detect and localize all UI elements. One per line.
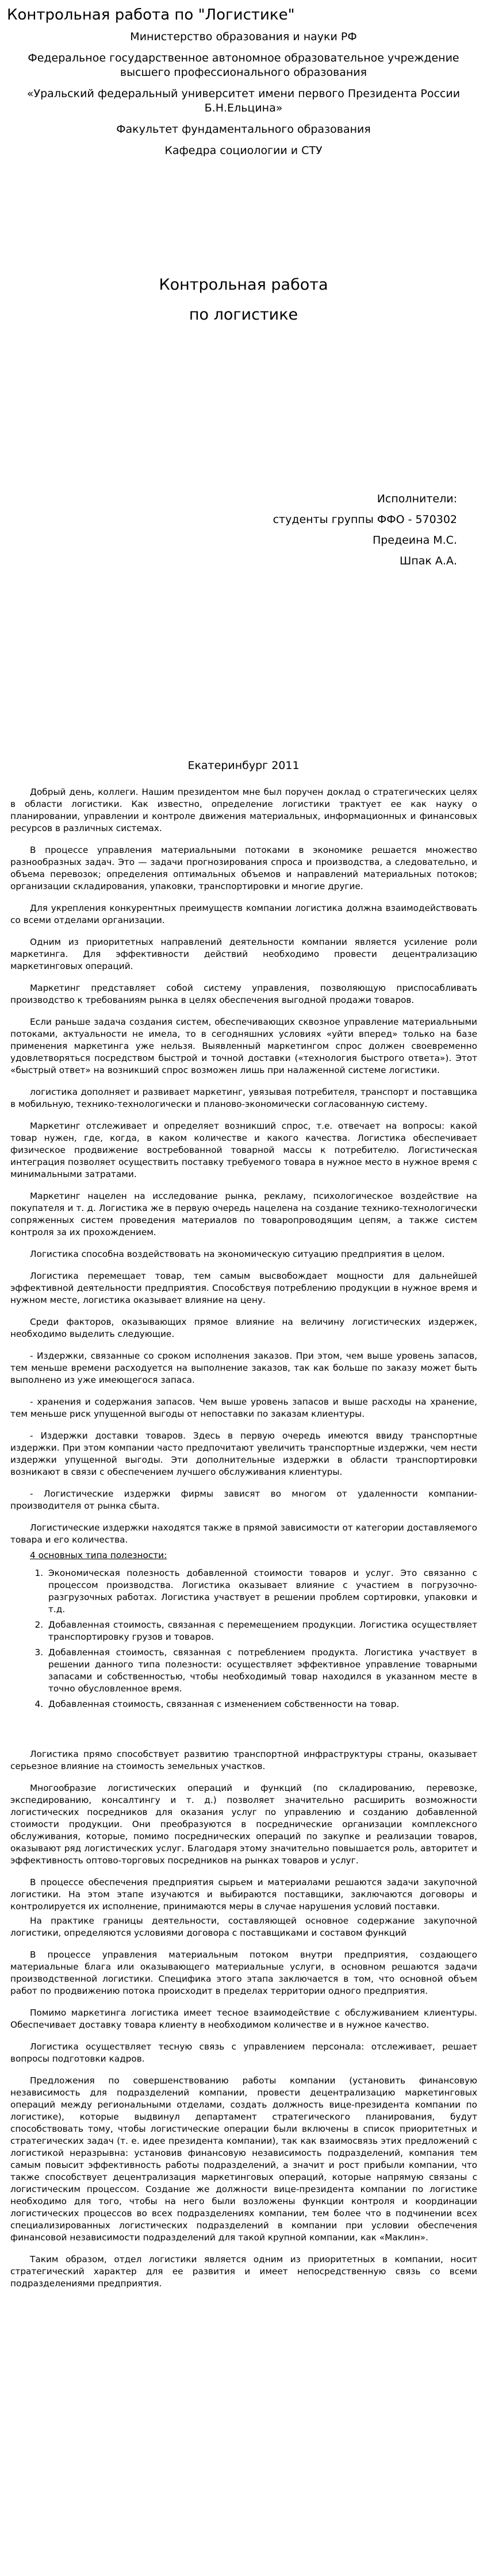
paragraph: В процессе обеспечения предприятия сырьем и материалами решаются задачи закупочной логистики. На этом этапе изучаются и выбираются поставщики, заключаются договоры и контролируется их исполнение, принимаются меры в случае нарушения условий поставки. — [10, 1877, 477, 1912]
performers-label: Исполнители: — [377, 493, 457, 505]
paragraph: В процессе управления материальными потоками в экономике решается множество разнообразных задач. Это — задачи прогнозирования спроса и производства, а следовательно, и объема перевозок; определения оптимальных объемов и направлений материальных потоков; организации складирования, упаковки, транспортировки и многие другие. — [10, 845, 477, 891]
university-line: «Уральский федеральный университет имени первого Президента России Б.Н.Ельцина» — [26, 87, 461, 114]
types-heading: 4 основных типа полезности: — [30, 1550, 167, 1560]
paragraph: - хранения и содержания запасов. Чем выше уровень запасов и выше расходы на хранение, тем меньше риск упущенной выгоды от непоставки по заказам клиентуры. — [10, 1397, 477, 1419]
list-item: 1. Экономическая полезность добавленной стоимости товаров и услуг. Это связанно с процессом производства. Логистика оказывает влияние с участием в погрузочно-разгрузочных работах. Логистика участвует в решении проблем сортировки, упаковки и т.д. — [46, 1567, 477, 1616]
paragraph: На практике границы деятельности, составляющей основное содержание закупочной логистики, определяются условиями договора с поставщиками и составом функций — [10, 1916, 477, 1938]
paragraph: Среди факторов, оказывающих прямое влияние на величину логистических издержек, необходимо выделить следующие. — [10, 1317, 477, 1339]
paragraph: Одним из приоритетных направлений деятельности компании является усиление роли маркетинга. Для эффективности действий необходимо провести децентрализацию маркетинговых операций. — [10, 937, 477, 971]
performer-1: Предеина М.С. — [372, 534, 457, 547]
paragraph: В процессе управления материальным потоком внутри предприятия, создающего материальные блага или оказывающего материальные услуги, в основном решаются задачи производственной логистики. Специфика этого этапа заключается в том, что основной объем работ по продвижению потока происходит в пределах территории одного предприятия. — [10, 1950, 477, 1996]
paragraph: - Издержки доставки товаров. Здесь в первую очередь имеются ввиду транспортные издержки. При этом компании часто предпочитают увеличить транспортные издержки, чем нести издержки упущенной выгоды. Эти дополнительные издержки в области транспортировки возникают в связи с обеспечением лучшего обслуживания клиентуры. — [10, 1431, 477, 1477]
paragraph: Таким образом, отдел логистики является одним из приоритетных в компании, носит стратегический характер для ее развития и имеет непосредственную связь со всеми подразделениями предприятия. — [10, 2254, 477, 2289]
cover-title-line-1: Контрольная работа — [159, 276, 328, 294]
city-year: Екатеринбург 2011 — [187, 759, 300, 772]
performer-2: Шпак А.А. — [400, 555, 457, 567]
performers-group: студенты группы ФФО - 570302 — [273, 513, 457, 526]
document-title: Контрольная работа по "Логистике" — [7, 6, 295, 24]
paragraph: Добрый день, коллеги. Нашим президентом мне был поручен доклад о стратегических целях в области логистики. Как известно, определение логистики трактует ее как науку о планировании, управлении и контроле движения материальных, информационных и финансовых ресурсов в различных системах. — [10, 787, 477, 833]
document-body — [10, 786, 477, 2300]
faculty-line: Факультет фундаментального образования — [116, 123, 371, 136]
cover-title-line-2: по логистике — [189, 306, 298, 324]
utility-types-list — [10, 1567, 477, 1710]
list-item: 2. Добавленная стоимость, связанная с перемещением продукции. Логистика осуществляет транспортировку грузов и товаров. — [46, 1619, 477, 1643]
paragraph: Многообразие логистических операций и функций (по складированию, перевозке, экспедированию, консалтингу и т. д.) позволяет значительно расширить возможности логистических посредников для оказания услуг по управлению и созданию добавленной стоимости продукции. Они преобразуются в посреднические организации комплексного обслуживания, которые, помимо посреднических операций по закупке и реализации товаров, оказывают ряд логистических услуг. Благодаря этому значительно повышается роль, авторитет и эффективность оптово-торговых посредников на рынках товаров и услуг. — [10, 1783, 477, 1866]
performers-block — [216, 489, 457, 571]
institution-type-line: Федеральное государственное автономное образовательное учреждение высшего профессионального образования — [28, 52, 459, 79]
paragraph: логистика дополняет и развивает маркетинг, увязывая потребителя, транспорт и поставщика в мобильную, технико-технологически и планово-экономически согласованную систему. — [10, 1087, 477, 1109]
paragraph: Логистика прямо способствует развитию транспортной инфраструктуры страны, оказывает серьезное влияние на стоимость земельных участков. — [10, 1749, 477, 1771]
paragraph: Помимо маркетинга логистика имеет тесное взаимодействие с обслуживанием клиентуры. Обеспечивает доставку товара клиенту в необходимом количестве и в нужное качество. — [10, 2008, 477, 2030]
title-page-header — [23, 30, 464, 165]
paragraph: - Издержки, связанные со сроком исполнения заказов. При этом, чем выше уровень запасов, тем меньше времени расходуется на выполнение заказов, так как больше по заказу может быть выполнено из уже имеющегося запаса. — [10, 1351, 477, 1385]
paragraph: Логистика способна воздействовать на экономическую ситуацию предприятия в целом. — [30, 1249, 445, 1259]
paragraph: - Логистические издержки фирмы зависят во многом от удаленности компании-производителя от рынка сбыта. — [10, 1489, 477, 1511]
paragraph: Маркетинг нацелен на исследование рынка, рекламу, психологическое воздействие на покупателя и т. д. Логистика же в первую очередь нацелена на создание технико-технологически сопряженных систем проведения материалов по товаропроводящим цепям, а также систем контроля за их прохождением. — [10, 1191, 477, 1237]
department-line: Кафедра социологии и СТУ — [164, 144, 323, 157]
paragraph: Для укрепления конкурентных преимуществ компании логистика должна взаимодействовать со всеми отделами организации. — [10, 903, 477, 925]
spacer — [10, 1725, 477, 1748]
cover-title — [0, 270, 487, 330]
paragraph: Маркетинг отслеживает и определяет возникший спрос, т.е. отвечает на вопросы: какой товар нужен, где, когда, в каком количестве и какого качества. Логистика обеспечивает физическое продвижение востребованной товарной массы к потребителю. Логистическая интеграция позволяет осуществить поставку требуемого товара в нужное место в нужное время с минимальными затратами. — [10, 1121, 477, 1179]
paragraph: Логистические издержки находятся также в прямой зависимости от категории доставляемого товара и его количества. — [10, 1522, 477, 1545]
paragraph: Логистика осуществляет тесную связь с управлением персонала: отслеживает, решает вопросы подготовки кадров. — [10, 2041, 477, 2064]
paragraph: Предложения по совершенствованию работы компании (установить финансовую независимость для подразделений компании, провести децентрализацию маркетинговых операций между региональными отделами, создать должность вице-президента компании по логистике), которые выдвинул департамент стратегического планирования, будут способствовать тому, чтобы логистические операции были включены в список приоритетных и стратегических задач (т. е. идее президента компании), так как взаимосвязь этих предложений с логистикой неразрывна: установив финансовую независимость подразделений, компания тем самым повысит эффективность работы подразделений, а значит и рост прибыли компании, что также способствует децентрализация маркетинговых операций, которые напрямую связаны с логистическим процессом. Создание же должности вице-президента компании по логистике необходимо для того, чтобы на него были возложены функции контроля и координации логистических процессов во всех подразделениях компании, тем более что в подчинении всех специализированных логистических подразделений в компании при условии обеспечения финансовой независимости подразделений для такой крупной компании, как «Маклин». — [10, 2075, 477, 2243]
list-item: 4. Добавленная стоимость, связанная с изменением собственности на товар. — [46, 1698, 477, 1710]
paragraph: Маркетинг представляет собой систему управления, позволяющую приспосабливать производство к требованиям рынка в целях обеспечения выгодной продажи товаров. — [10, 983, 477, 1005]
ministry-line: Министерство образования и науки РФ — [130, 30, 357, 43]
paragraph: Логистика перемещает товар, тем самым высвобождает мощности для дальнейшей эффективной деятельности предприятия. Способствуя потреблению продукции в нужное время и нужном месте, логистика оказывает влияние на цену. — [10, 1271, 477, 1305]
list-item: 3. Добавленная стоимость, связанная с потреблением продукта. Логистика участвует в решении данного типа полезности: осуществляет эффективное управление товарными запасами и собственностью, чтобы необходимый товар находился в указанном месте в точно обусловленное время. — [46, 1647, 477, 1695]
paragraph: Если раньше задача создания систем, обеспечивающих сквозное управление материальными потоками, актуальности не имела, то в сегодняшних условиях «уйти вперед» только на базе применения маркетинга уже нельзя. Выявленный маркетингом спрос должен своевременно удовлетворяться посредством быстрой и точной доставки («технология быстрого ответа»). Этот «быстрый ответ» на возникший спрос возможен лишь при налаженной системе логистики. — [10, 1017, 477, 1075]
